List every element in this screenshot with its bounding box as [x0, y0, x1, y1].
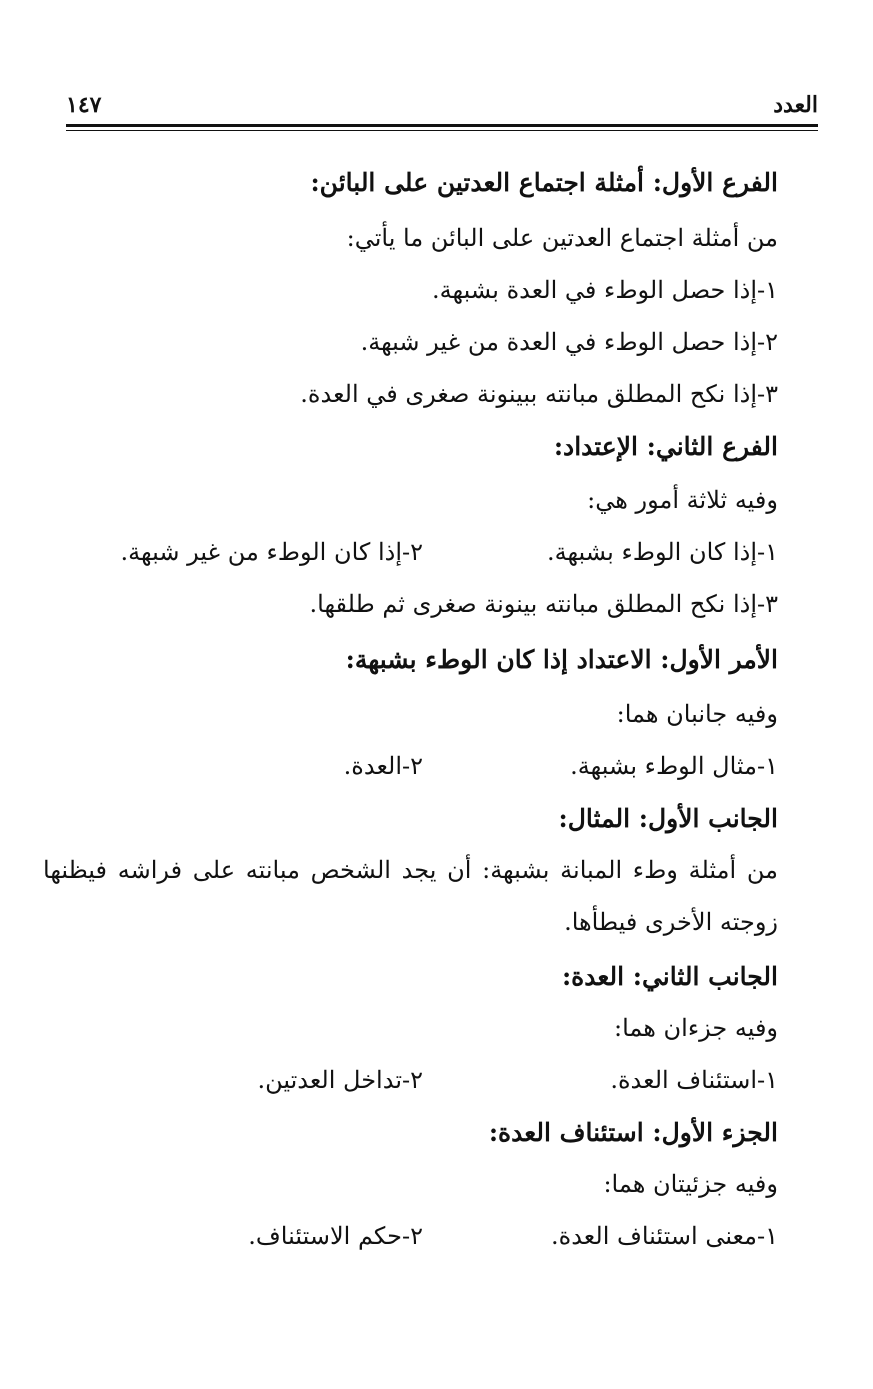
page-number: ١٤٧ — [66, 92, 102, 118]
example-item-2: ٢-إذا حصل الوطء في العدة من غير شبهة. — [360, 328, 778, 356]
list-item-2: ٢-إذا كان الوطء من غير شبهة. — [120, 538, 423, 566]
chapter-title: العدد — [773, 92, 818, 118]
sub-item-2: ٢-حكم الاستئناف. — [248, 1222, 423, 1250]
paragraph-line-2: زوجته الأخرى فيطأها. — [564, 908, 778, 936]
sub-item-1: ١-معنى استئناف العدة. — [551, 1222, 778, 1250]
part-item-2: ٢-تداخل العدتين. — [257, 1066, 423, 1094]
section-heading-2: الفرع الثاني: الإعتداد: — [553, 432, 778, 461]
intro-text-3: وفيه جانبان هما: — [616, 700, 778, 728]
section-heading-3: الأمر الأول: الاعتداد إذا كان الوطء بشبهة: — [345, 645, 778, 674]
intro-text-5: وفيه جزئيتان هما: — [603, 1170, 778, 1198]
side-item-1: ١-مثال الوطء بشبهة. — [570, 752, 778, 780]
list-item-3: ٣-إذا نكح المطلق مبانته بينونة صغرى ثم طلقها. — [309, 590, 778, 618]
part-item-1: ١-استئناف العدة. — [610, 1066, 778, 1094]
section-heading-5: الجانب الثاني: العدة: — [561, 962, 778, 991]
list-item-1: ١-إذا كان الوطء بشبهة. — [546, 538, 778, 566]
intro-text-2: وفيه ثلاثة أمور هي: — [587, 486, 778, 514]
paragraph-line-1: من أمثلة وطء المبانة بشبهة: أن يجد الشخص مبانته على فراشه فيظنها — [43, 856, 778, 884]
header-rule-thin — [66, 130, 818, 131]
side-item-2: ٢-العدة. — [343, 752, 423, 780]
section-heading-4: الجانب الأول: المثال: — [558, 804, 778, 833]
intro-text-1: من أمثلة اجتماع العدتين على البائن ما يأتي: — [346, 224, 778, 252]
section-heading-6: الجزء الأول: استئناف العدة: — [488, 1118, 778, 1147]
header-rule-thick — [66, 124, 818, 127]
section-heading-1: الفرع الأول: أمثلة اجتماع العدتين على البائن: — [310, 168, 778, 197]
intro-text-4: وفيه جزءان هما: — [613, 1014, 778, 1042]
example-item-1: ١-إذا حصل الوطء في العدة بشبهة. — [432, 276, 778, 304]
example-item-3: ٣-إذا نكح المطلق مبانته ببينونة صغرى في العدة. — [300, 380, 778, 408]
